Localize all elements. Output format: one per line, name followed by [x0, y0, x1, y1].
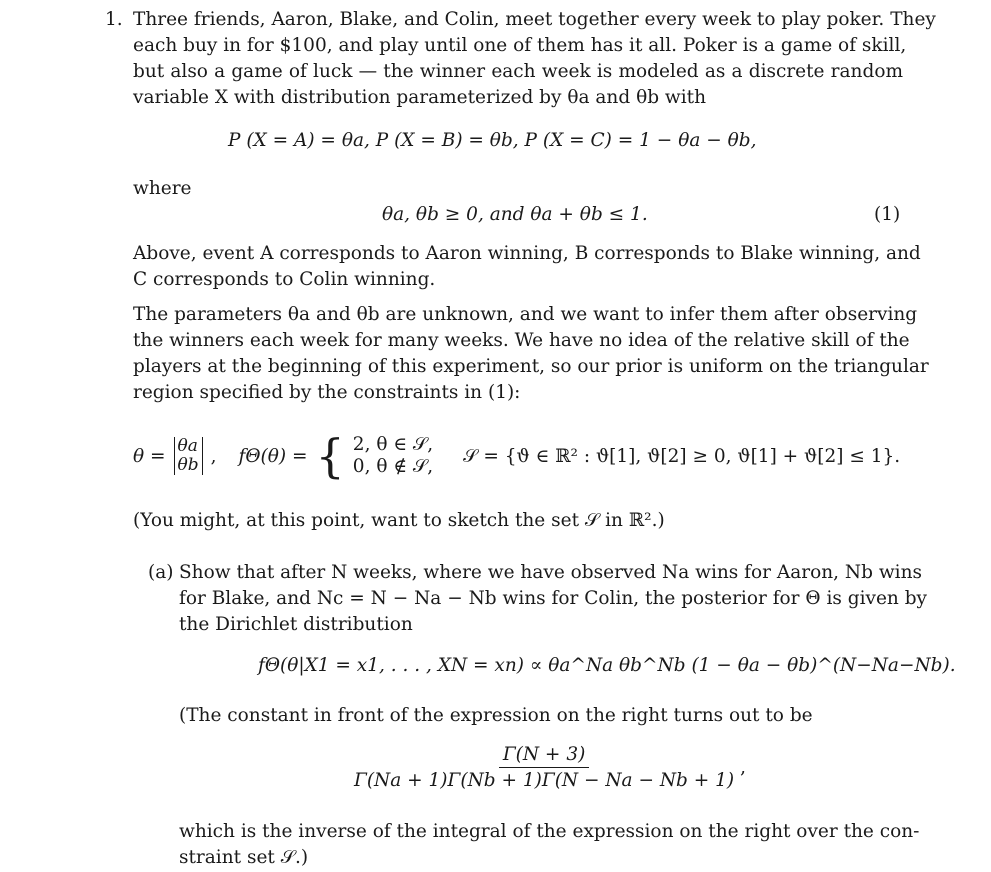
constant-intro: (The constant in front of the expression on the right turns out to be — [179, 705, 813, 726]
vector-top: θa — [177, 436, 198, 456]
sketch-note: (You might, at this point, want to sketch the set 𝒮 in ℝ².) — [133, 510, 665, 531]
set-definition: 𝒮 = {ϑ ∈ ℝ² : ϑ[1], ϑ[2] ≥ 0, ϑ[1] + ϑ[2] ≤ 1}. — [463, 445, 901, 467]
intro-line: Three friends, Aaron, Blake, and Colin, meet together every week to play poker. They — [133, 9, 936, 30]
events-paragraph — [133, 241, 921, 293]
theta-vector — [174, 437, 203, 475]
intro-line: but also a game of luck — the winner each week is modeled as a discrete random — [133, 61, 903, 82]
prior-density-lhs: fΘ(θ) = — [238, 445, 308, 467]
constant-denominator: Γ(Na + 1)Γ(Nb + 1)Γ(N − Na − Nb + 1) — [354, 770, 735, 791]
intro-paragraph — [133, 7, 936, 111]
equation-number: (1) — [874, 204, 901, 225]
params-line: the winners each week for many weeks. We have no idea of the relative skill of the — [133, 330, 910, 351]
cases-brace: { — [315, 429, 345, 483]
case-inside: 2, θ ∈ 𝒮, — [352, 434, 434, 455]
equation-probabilities: P (X = A) = θa, P (X = B) = θb, P (X = C) = 1 − θa − θb, — [228, 130, 757, 151]
case-outside: 0, θ ∉ 𝒮, — [352, 456, 434, 477]
closing-line: which is the inverse of the integral of the expression on the right over the con- — [179, 821, 920, 842]
part-a-line: the Dirichlet distribution — [179, 614, 413, 635]
events-line: C corresponds to Colin winning. — [133, 269, 436, 290]
params-paragraph — [133, 302, 929, 406]
where-label: where — [133, 178, 192, 199]
equation-prior: θ = θa θb , fΘ(θ) = { 2, θ ∈ 𝒮, 0, θ ∉ 𝒮, 𝒮 = {ϑ ∈ ℝ² : ϑ[1], ϑ[2] ≥ 0, ϑ[1] + ϑ[2] ≤ 1}. — [133, 429, 901, 483]
closing-paragraph — [179, 819, 920, 871]
constant-numerator: Γ(N + 3) — [499, 744, 590, 768]
vector-bottom: θb — [177, 455, 199, 475]
intro-line: variable X with distribution parameterized by θa and θb with — [133, 87, 707, 108]
closing-line: straint set 𝒮.) — [179, 847, 309, 868]
equation-constraints: θa, θb ≥ 0, and θa + θb ≤ 1. — [382, 204, 648, 225]
params-line: region specified by the constraints in (1): — [133, 382, 521, 403]
problem-number: 1. — [105, 9, 123, 30]
part-a-line: for Blake, and Nc = N − Na − Nb wins for Colin, the posterior for Θ is given by — [179, 588, 927, 609]
params-line: players at the beginning of this experiment, so our prior is uniform on the triangular — [133, 356, 929, 377]
prior-cases — [353, 434, 433, 478]
events-line: Above, event A corresponds to Aaron winning, B corresponds to Blake winning, and — [133, 243, 921, 264]
params-line: The parameters θa and θb are unknown, and we want to infer them after observing — [133, 304, 918, 325]
part-a-paragraph — [179, 560, 927, 638]
intro-line: each buy in for $100, and play until one of them has it all. Poker is a game of skill, — [133, 35, 907, 56]
normalizing-constant: $\frac{\Gamma(N + 3)}{\Gamma(Na + 1)\Gamma(Nb + 1)\Gamma(N - Na - Nb + 1)}$ , — [350, 744, 746, 791]
part-a-line: Show that after N weeks, where we have observed Na wins for Aaron, Nb wins — [179, 562, 922, 583]
equation-posterior: fΘ(θ|X1 = x1, . . . , XN = xn) ∝ θa^Na θb^Nb (1 − θa − θb)^(N−Na−Nb). — [258, 655, 956, 676]
theta-lhs: θ = — [133, 445, 166, 467]
part-a-label: (a) — [148, 562, 174, 583]
